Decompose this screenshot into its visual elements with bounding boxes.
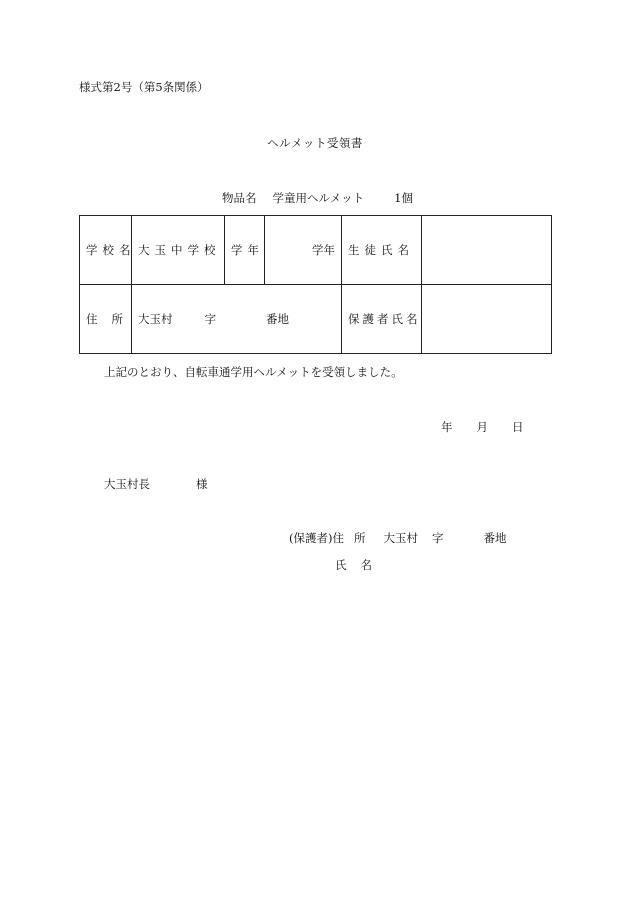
address-label: 住所 xyxy=(80,285,132,354)
guardian-name-label: 氏名 xyxy=(335,558,386,572)
item-line xyxy=(222,193,413,205)
form-number: 様式第2号（第5条関係） xyxy=(79,80,209,94)
address-village: 大玉村 xyxy=(138,312,173,326)
address-banchi: 番地 xyxy=(266,312,289,326)
guardian-name-label: 保護者氏名 xyxy=(342,285,422,354)
date-day: 日 xyxy=(512,420,524,434)
school-value: 大玉中学校 xyxy=(132,216,225,285)
guardian-aza: 字 xyxy=(431,531,444,545)
guardian-prefix: (保護者) xyxy=(289,531,333,545)
item-name: 学童用ヘルメット xyxy=(272,191,365,205)
date-year: 年 xyxy=(441,420,453,434)
student-name-label: 生徒氏名 xyxy=(342,216,422,285)
guardian-name-field[interactable] xyxy=(422,285,552,354)
receipt-statement: 上記のとおり、自転車通学用ヘルメットを受領しました。 xyxy=(104,365,403,379)
grade-label: 学年 xyxy=(225,216,265,285)
student-name-field[interactable] xyxy=(422,216,552,285)
item-quantity: 1個 xyxy=(394,191,413,205)
guardian-village: 大玉村 xyxy=(383,531,418,545)
receipt-table xyxy=(79,215,552,354)
addressee-honorific: 様 xyxy=(196,477,208,491)
addressee xyxy=(104,479,208,491)
addressee-name: 大玉村長 xyxy=(104,477,150,491)
address-aza: 字 xyxy=(204,312,216,326)
document-title: ヘルメット受領書 xyxy=(267,136,363,150)
guardian-address-label: 住所 xyxy=(332,531,376,545)
date-month: 月 xyxy=(476,420,488,434)
table-row-school xyxy=(80,216,552,285)
date-line xyxy=(441,422,524,434)
address-field[interactable] xyxy=(132,285,342,354)
grade-value: 学年 xyxy=(265,216,342,285)
table-row-address xyxy=(80,285,552,354)
guardian-banchi: 番地 xyxy=(483,531,507,545)
guardian-address xyxy=(289,533,506,545)
school-label: 学校名 xyxy=(80,216,132,285)
item-label: 物品名 xyxy=(222,191,257,205)
